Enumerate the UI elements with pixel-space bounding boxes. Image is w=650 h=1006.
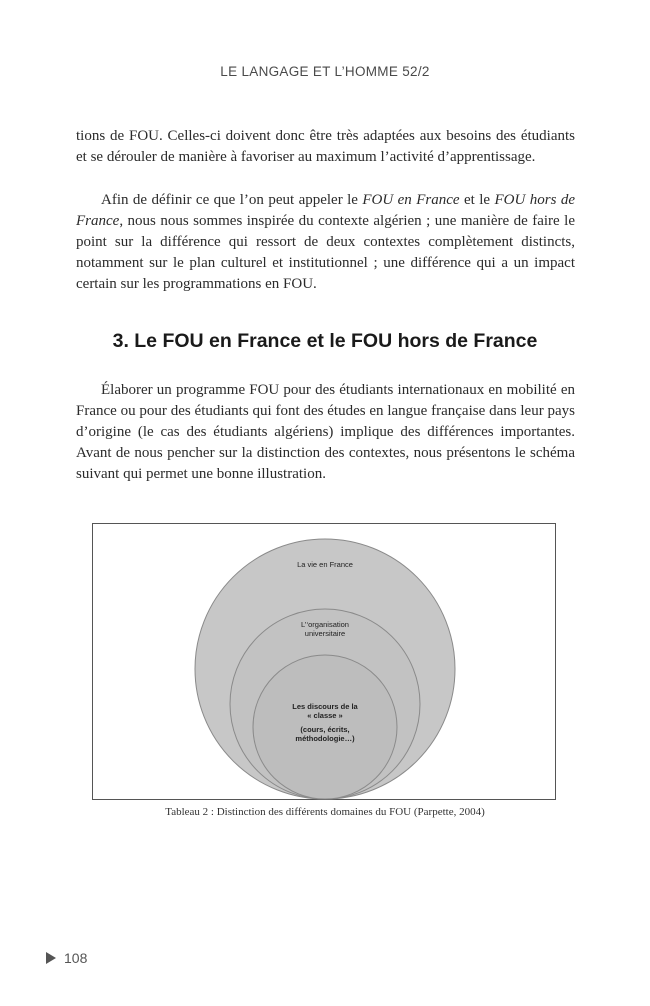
label-organisation-line-2: universitaire bbox=[304, 629, 346, 638]
paragraph-text: tions de FOU. Celles-ci doivent donc être très adaptées aux besoins des étudiants et se dérouler de manière à favoriser au maximum l’activité d’apprentissage. bbox=[76, 128, 575, 165]
text-span: Afin de définir ce que l’on peut appeler le bbox=[101, 192, 363, 208]
text-span: et le bbox=[459, 192, 495, 208]
figure-caption: Tableau 2 : Distinction des différents domaines du FOU (Parpette, 2004) bbox=[165, 806, 485, 818]
italic-term-fou-en-france: FOU en France bbox=[362, 192, 460, 208]
nested-circles-diagram bbox=[93, 524, 557, 801]
page-footer bbox=[46, 950, 87, 966]
paragraph-text: Élaborer un programme FOU pour des étudiants internationaux en mobilité en France ou pour des étudiants qui font des études en langue française dans leur pays d’origine (le cas des étudiants algériens) implique des différences importantes. Avant de nous pencher sur la distinction des contextes, nous présentons le schéma suivant qui permet une bonne illustration. bbox=[76, 382, 575, 482]
label-organisation-line-1: L’‘organisation bbox=[301, 620, 349, 629]
section-heading: 3. Le FOU en France et le FOU hors de France bbox=[112, 330, 538, 352]
triangle-arrow-icon bbox=[46, 952, 56, 964]
label-discours-line-2: « classe » bbox=[307, 711, 343, 720]
paragraph-text bbox=[76, 190, 575, 295]
label-la-vie-en-france: La vie en France bbox=[297, 560, 353, 569]
label-discours-line-1: Les discours de la bbox=[292, 702, 358, 711]
text-span: , nous nous sommes inspirée du contexte algérien ; une manière de faire le point sur la différence qui ressort de deux contextes complètement distincts, notamment sur le plan culturel et institutionnel ; une différence qui a un impact certain sur les programmations en FOU. bbox=[76, 213, 575, 292]
label-discours-line-3: (cours, écrits, bbox=[300, 725, 350, 734]
figure-frame bbox=[92, 523, 556, 800]
page-number: 108 bbox=[64, 950, 88, 966]
paragraph-continued bbox=[76, 126, 575, 168]
paragraph-elaboration bbox=[76, 380, 575, 485]
running-header: LE LANGAGE ET L’HOMME 52/2 bbox=[220, 64, 430, 79]
paragraph-definition bbox=[76, 190, 575, 295]
label-discours-line-4: méthodologie…) bbox=[295, 734, 355, 743]
italic-term-fou-hors-de-france: FOU hors de France bbox=[76, 192, 575, 229]
